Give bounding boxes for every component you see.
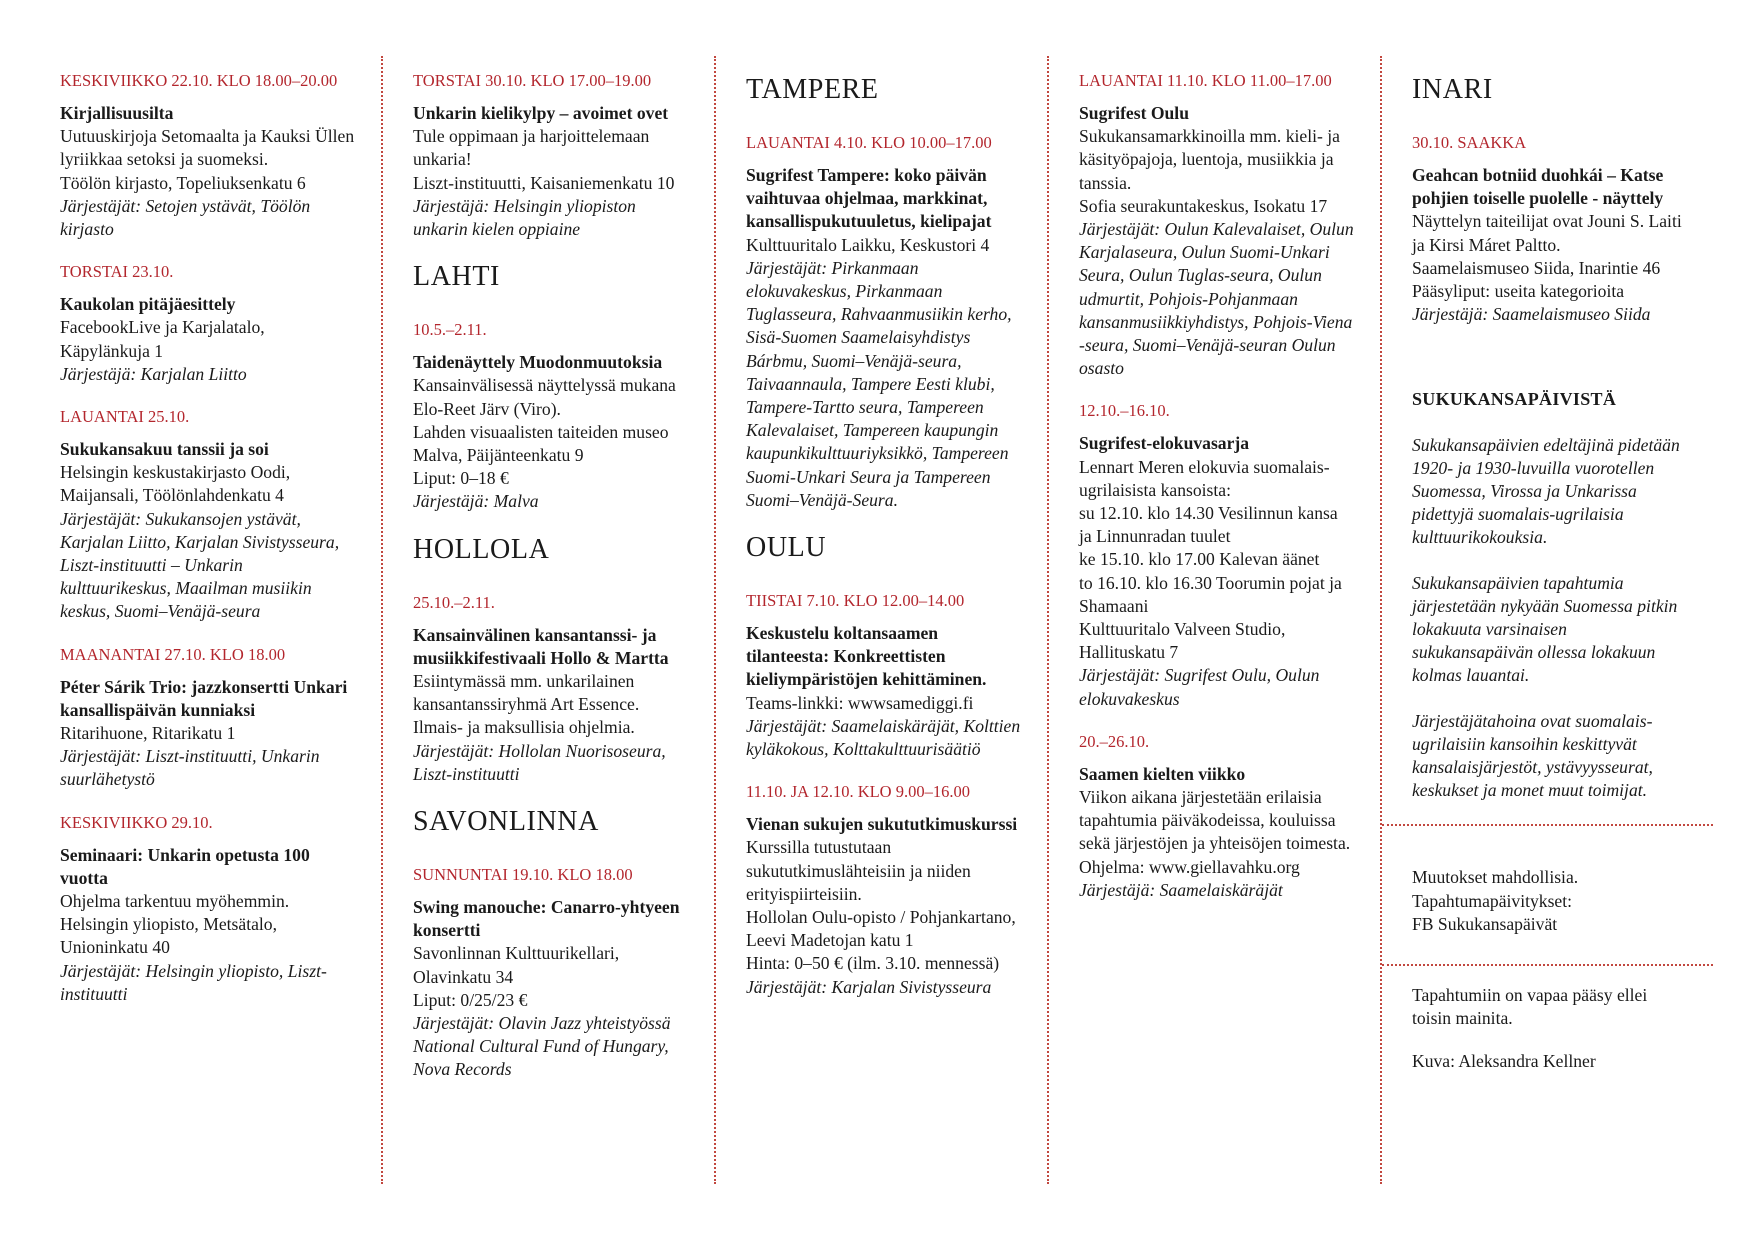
event-date: KESKIVIIKKO 22.10. KLO 18.00–20.00 [60,71,338,90]
event-date: 12.10.–16.10. [1079,401,1170,421]
event-detail: Hinta: 0–50 € (ilm. 3.10. mennessä) [746,953,1000,974]
event-item [413,319,688,513]
event-title: Keskustelu koltansaamen tilanteesta: Konkreettisten kieliympäristöjen kehittäminen. [746,623,987,690]
oulu-events-continued [1079,70,1354,902]
event-date: 10.5.–2.11. [413,320,487,340]
event-detail: Pääsyliput: useita kategorioita [1412,281,1625,302]
event-detail: Teams-linkki: wwwsamediggi.fi [746,692,974,713]
event-item [746,132,1021,512]
about-heading: SUKUKANSAPÄIVISTÄ [1412,389,1617,410]
event-detail: ke 15.10. klo 17.00 Kalevan äänet [1079,549,1320,570]
oulu-events [746,590,1021,999]
event-detail: Helsingin keskustakirjasto Oodi, Maijansali, Töölönlahdenkatu 4 [60,462,291,506]
event-date: KESKIVIIKKO 29.10. [60,812,213,832]
event-detail: Kulttuuritalo Valveen Studio, Hallituskatu 7 [1079,619,1286,663]
event-detail: Viikon aikana järjestetään erilaisia tapahtumia päiväkodeissa, kouluissa sekä järjestöjen ja yhteisöjen toimesta. [1079,787,1351,854]
column-1 [48,56,381,1184]
event-item [1079,400,1354,710]
spacer [1412,1030,1687,1050]
event-detail: Ohjelma tarkentuu myöhemmin. [60,891,290,912]
event-detail: Saamelaismuseo Siida, Inarintie 46 [1412,257,1661,278]
about-paragraph: Järjestäjätahoina ovat suomalais-ugrilaisiin kansoihin keskittyvät kansalaisjärjestöt, ystävyysseurat, keskukset ja monet muut toimijat. [1412,710,1653,801]
event-detail: Kurssilla tutustutaan sukututkimuslähteisiin ja niiden erityispiirteisiin. [746,837,971,904]
event-detail: Uutuuskirjoja Setomaalta ja Kauksi Üllen lyriikkaa setoksi ja suomeksi. [60,126,355,170]
event-organizer: Järjestäjät: Saamelaiskäräjät, Kolttien kyläkokous, Kolttakulttuurisäätiö [746,715,1021,760]
event-organizer: Järjestäjät: Karjalan Sivistysseura [746,976,992,997]
event-detail: Savonlinnan Kulttuurikellari, Olavinkatu 34 [413,943,620,987]
event-title: Vienan sukujen sukututkimuskurssi [746,814,1018,835]
event-item [60,406,355,624]
dotted-divider [1382,824,1713,826]
event-title: Saamen kielten viikko [1079,763,1246,784]
event-title: Kirjallisuusilta [60,103,174,123]
event-item [60,70,355,241]
event-detail: Liszt-instituutti, Kaisaniemenkatu 10 [413,172,675,193]
photo-credit: Kuva: Aleksandra Kellner [1412,1051,1596,1072]
helsinki-events [60,70,355,1006]
event-detail: Liput: 0/25/23 € [413,989,528,1010]
event-detail: Kansainvälisessä näyttelyssä mukana Elo-Reet Järv (Viro). [413,375,676,419]
city-heading-savonlinna: SAVONLINNA [413,806,599,838]
city-heading-tampere: TAMPERE [746,74,879,105]
event-detail: Lahden visuaalisten taiteiden museo Malva, Päijänteenkatu 9 [413,421,669,466]
city-heading-hollola: HOLLOLA [413,533,550,565]
column-5 [1380,56,1713,1184]
event-title: Péter Sárik Trio: jazzkonsertti Unkari kansallispäivän kunniaksi [60,676,348,720]
event-organizer: Järjestäjät: Olavin Jazz yhteistyössä National Cultural Fund of Hungary, Nova Records [413,1013,671,1080]
note-line: Muutokset mahdollisia. [1412,867,1579,888]
city-heading-inari: INARI [1412,74,1493,105]
event-organizer: Järjestäjä: Saamelaismuseo Siida [1412,304,1651,325]
city-heading-oulu: OULU [746,532,827,564]
about-paragraph: Sukukansapäivien tapahtumia järjestetään nykyään Suomessa pitkin lokakuuta varsinaisen sukukansapäivän ollessa lokakuun kolmas lauantai. [1412,572,1678,686]
note-line: Tapahtumapäivitykset: [1412,890,1573,911]
changes-note [1412,866,1687,936]
event-item [60,261,355,386]
event-date: 20.–26.10. [1079,731,1150,751]
event-title: Seminaari: Unkarin opetusta 100 vuotta [60,844,310,888]
event-item [746,590,1021,761]
event-date: LAUANTAI 25.10. [60,407,190,427]
event-date: LAUANTAI 4.10. KLO 10.00–17.00 [746,133,992,152]
event-title: Taidenäyttely Muodonmuutoksia [413,352,663,373]
event-detail: Liput: 0–18 € [413,468,509,489]
event-organizer: Järjestäjä: Malva [413,491,539,512]
hollola-events [413,592,688,786]
footer-notes [1412,984,1687,1074]
event-organizer: Järjestäjät: Setojen ystävät, Töölön kirjasto [60,195,311,240]
event-item [1412,132,1687,326]
event-date: 25.10.–2.11. [413,592,495,612]
event-title: Kansainvälinen kansantanssi- ja musiikkifestivaali Hollo & Martta [413,624,669,668]
event-item [1079,731,1354,902]
column-3 [714,56,1047,1184]
event-organizer: Järjestäjät: Sukukansojen ystävät, Karjalan Liitto, Karjalan Sivistysseura, Liszt-instituutti – Unkarin kulttuurikeskus, Maailman musiikin keskus, Suomi–Venäjä-seura [60,508,340,622]
event-date: 11.10. JA 12.10. KLO 9.00–16.00 [746,782,970,802]
event-item [746,781,1021,999]
event-detail: Sofia seurakuntakeskus, Isokatu 17 [1079,195,1328,216]
event-organizer: Järjestäjä: Karjalan Liitto [60,363,247,384]
event-detail: Töölön kirjasto, Topeliuksenkatu 6 [60,172,306,193]
event-organizer: Järjestäjät: Sugrifest Oulu, Oulun elokuvakeskus [1079,665,1320,709]
event-title: Swing manouche: Canarro-yhtyeen konsertti [413,897,680,941]
event-date: TORSTAI 23.10. [60,262,174,282]
about-section [1412,434,1687,803]
event-detail: Näyttelyn taiteilijat ovat Jouni S. Laiti ja Kirsi Máret Paltto. [1412,211,1682,255]
column-2 [381,56,714,1184]
event-title: Sugrifest Oulu [1079,103,1189,123]
helsinki-events-continued [413,70,688,241]
event-organizer: Järjestäjät: Oulun Kalevalaiset, Oulun Karjalaseura, Oulun Suomi-Unkari Seura, Oulun Tuglas-seura, Oulun udmurtit, Pohjois-Pohjanmaan kansanmusiikkiyhdistys, Pohjois-Viena -seura, Suomi–Venäjä-seuran Oulun osasto [1079,219,1354,379]
savonlinna-events [413,864,688,1082]
about-paragraph: Sukukansapäivien edeltäjinä pidetään 1920- ja 1930-luvuilla vuorotellen Suomessa, Virossa ja Unkarissa pidettyjä suomalais-ugrilaisia kulttuurikokouksia. [1412,434,1680,548]
event-title: Sugrifest-elokuvasarja [1079,433,1250,454]
event-date: 30.10. SAAKKA [1412,133,1527,152]
event-detail: Hollolan Oulu-opisto / Pohjankartano, Leevi Madetojan katu 1 [746,907,1016,951]
event-detail: Ritarihuone, Ritarikatu 1 [60,723,236,744]
event-detail: Lennart Meren elokuvia suomalais-ugrilaisista kansoista: [1079,456,1330,500]
event-item [1079,70,1354,380]
event-detail: Ohjelma: www.giellavahku.org [1079,856,1300,877]
event-item [413,592,688,786]
lahti-events [413,319,688,513]
event-detail: Sukukansamarkkinoilla mm. kieli- ja käsityöpajoja, luentoja, musiikkia ja tanssia. [1079,126,1340,193]
event-detail: su 12.10. klo 14.30 Vesilinnun kansa ja Linnunradan tuulet [1079,503,1338,547]
inari-events [1412,132,1687,326]
event-item [413,70,688,241]
event-detail: Kulttuuritalo Laikku, Keskustori 4 [746,234,990,255]
event-detail: FacebookLive ja Karjalatalo, Käpylänkuja 1 [60,317,265,361]
event-date: LAUANTAI 11.10. KLO 11.00–17.00 [1079,71,1332,90]
event-item [60,644,355,792]
tampere-events [746,132,1021,512]
free-entry-note: Tapahtumiin on vapaa pääsy ellei toisin mainita. [1412,985,1648,1029]
event-detail: Helsingin yliopisto, Metsätalo, Unioninkatu 40 [60,914,277,958]
event-title: Kaukolan pitäjäesittely [60,294,236,315]
event-item [60,812,355,1006]
event-date: TIISTAI 7.10. KLO 12.00–14.00 [746,591,965,611]
event-title: Unkarin kielikylpy – avoimet ovet [413,103,669,123]
event-detail: Esiintymässä mm. unkarilainen kansantanssiryhmä Art Essence. Ilmais- ja maksullisia ohjelmia. [413,671,640,738]
city-heading-lahti: LAHTI [413,261,500,293]
event-organizer: Järjestäjä: Helsingin yliopiston unkarin kielen oppiaine [413,195,636,240]
event-organizer: Järjestäjät: Hollolan Nuorisoseura, Liszt-instituutti [413,740,666,784]
dotted-divider [1382,964,1713,966]
event-organizer: Järjestäjä: Saamelaiskäräjät [1079,879,1283,900]
event-detail: Tule oppimaan ja harjoittelemaan unkaria! [413,126,650,170]
event-title: Sukukansakuu tanssii ja soi [60,439,269,460]
event-organizer: Järjestäjät: Liszt-instituutti, Unkarin suurlähetystö [60,746,320,790]
event-title: Sugrifest Tampere: koko päivän vaihtuvaa ohjelmaa, markkinat, kansallispukutuuletus, kielipajat [746,165,992,232]
event-date: TORSTAI 30.10. KLO 17.00–19.00 [413,71,652,90]
event-detail: to 16.10. klo 16.30 Toorumin pojat ja Shamaani [1079,572,1342,616]
column-4 [1047,56,1380,1184]
program-page [48,56,1713,1184]
note-line: FB Sukukansapäivät [1412,913,1558,934]
event-organizer: Järjestäjät: Pirkanmaan elokuvakeskus, Pirkanmaan Tuglasseura, Rahvaanmusiikin kerho, Sisä-Suomen Saamelaisyhdistys Bárbmu, Suomi–Venäjä-seura, Taivaannaula, Tampere Eesti klubi, Tampere-Tartto seura, Tampereen Kalevalaiset, Tampereen kaupungin kaupunkikulttuuriyksikkö, Tampereen Suomi-Unkari Seura ja Tampereen Suomi–Venäjä-Seura. [746,257,1012,510]
event-date: SUNNUNTAI 19.10. KLO 18.00 [413,865,633,885]
event-title: Geahcan botniid duohkái – Katse pohjien toiselle puolelle - näyttely [1412,165,1664,209]
event-organizer: Järjestäjät: Helsingin yliopisto, Liszt-instituutti [60,960,327,1004]
event-item [413,864,688,1082]
event-date: MAANANTAI 27.10. KLO 18.00 [60,644,286,664]
